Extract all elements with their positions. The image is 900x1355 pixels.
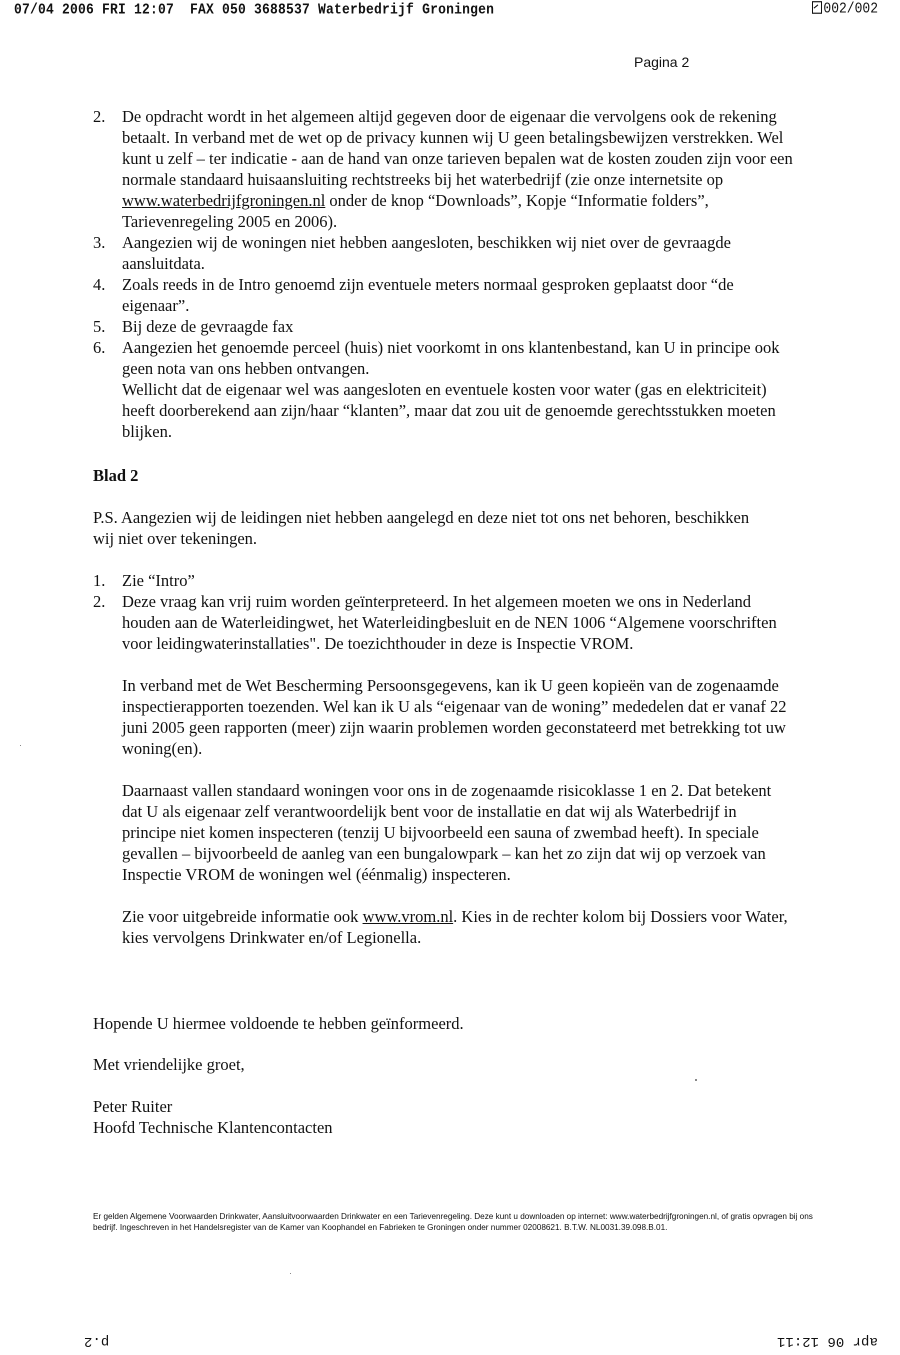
list-number: 6. <box>93 338 106 357</box>
ps-paragraph: P.S. Aangezien wij de leidingen niet hebben aangelegd en deze niet tot ons net behoren, beschikken wij niet over tekeningen. <box>93 508 750 548</box>
list-subparagraph <box>122 906 793 948</box>
section-heading: Blad 2 <box>93 466 139 485</box>
inverted-page-marker: p.2 <box>84 1333 110 1349</box>
list-text: . Kies in de rechter kolom bij Dossiers voor Water, kies vervolgens Drinkwater en/of Legionella. <box>122 907 788 947</box>
list-number: 1. <box>93 571 106 590</box>
signer-title: Hoofd Technische Klantencontacten <box>93 1118 333 1137</box>
list-number: 2. <box>93 107 106 126</box>
closing-hope-line: Hopende U hiermee voldoende te hebben geïnformeerd. <box>93 1014 464 1033</box>
scan-speck <box>20 745 21 746</box>
list-item <box>93 570 793 591</box>
list-subparagraph: In verband met de Wet Bescherming Persoonsgegevens, kan ik U geen kopieën van de zogenaamde inspectierapporten toezenden. Wel kan ik U als “eigenaar van de woning” mededelen dat er vanaf 22 juni 2005 geen rapporten (meer) zijn waarin problemen worden geconstateerd met betrekking tot uw woning(en). <box>122 676 787 758</box>
list-text-continued: Wellicht dat de eigenaar wel was aangesloten en eventuele kosten voor water (gas en elektriciteit) heeft doorberekend aan zijn/haar “klanten”, maar dat zou uit de genoemde gerechtsstukken moeten blijken. <box>122 380 776 441</box>
list-text: Zie voor uitgebreide informatie ook <box>122 907 363 926</box>
list-text: Zie “Intro” <box>122 571 195 590</box>
fax-page-icon <box>812 1 822 14</box>
list-text: Aangezien het genoemde perceel (huis) niet voorkomt in ons klantenbestand, kan U in principe ook geen nota van ons hebben ontvangen. <box>122 338 780 378</box>
list-text: Deze vraag kan vrij ruim worden geïnterpreteerd. In het algemeen moeten we ons in Nederland houden aan de Waterleidingwet, het Waterleidingbesluit en de NEN 1006 “Algemene voorschriften voor leidingwaterinstallaties". De toezichthouder in deze is Inspectie VROM. <box>122 592 777 653</box>
closing-greeting: Met vriendelijke groet, <box>93 1055 245 1074</box>
vrom-website-link[interactable]: www.vrom.nl <box>362 907 454 926</box>
list-number: 5. <box>93 317 106 336</box>
list-subparagraph: Daarnaast vallen standaard woningen voor ons in de zogenaamde risicoklasse 1 en 2. Dat betekent dat U als eigenaar zelf verantwoordelijk bent voor de installatie en dat wij als Waterbedrijf in principe niet komen inspecteren (tenzij U bijvoorbeeld een sauna of zwembad heeft). In speciale gevallen – bijvoorbeeld de aanleg van een bungalowpark – kan het zo zijn dat wij op verzoek van Inspectie VROM de woningen wel (éénmalig) inspecteren. <box>122 781 772 884</box>
signer-name: Peter Ruiter <box>93 1097 173 1116</box>
fax-header-line: 07/04 2006 FRI 12:07 FAX 050 3688537 Waterbedrijf Groningen <box>14 1 495 19</box>
list-number: 2. <box>93 592 106 611</box>
page-label: Pagina 2 <box>634 54 690 70</box>
fax-page-counter <box>812 0 878 17</box>
list-item <box>93 274 793 316</box>
list-item <box>93 591 793 948</box>
inverted-timestamp: apr 06 12:11 <box>777 1333 878 1349</box>
list-item <box>93 232 793 274</box>
list-text: Bij deze de gevraagde fax <box>122 317 294 336</box>
list-text: Aangezien wij de woningen niet hebben aangesloten, beschikken wij niet over de gevraagde aansluitdata. <box>122 233 731 273</box>
list-item <box>93 337 793 442</box>
numbered-list-part2 <box>93 570 793 948</box>
scan-speck <box>695 1079 697 1081</box>
list-item <box>93 316 793 337</box>
list-number: 3. <box>93 233 106 252</box>
list-text: De opdracht wordt in het algemeen altijd gegeven door de eigenaar die vervolgens ook de rekening betaalt. In verband met de wet op de privacy kunnen wij U geen betalingsbewijzen verstrekken. Wel kunt u zelf – ter indicatie - aan de hand van onze tarieven bepalen wat de kosten zouden zijn voor een normale standaard huisaansluiting rechtstreeks bij het waterbedrijf (zie onze internetsite op <box>122 107 793 189</box>
list-text: onder de knop “Downloads”, Kopje “Informatie folders”, Tarievenregeling 2005 en 2006). <box>122 191 709 231</box>
numbered-list-part1 <box>93 106 793 442</box>
list-item <box>93 106 793 232</box>
fax-page-counter-text: 002/002 <box>823 0 878 18</box>
scan-speck <box>290 1273 291 1274</box>
waterbedrijf-website-link[interactable]: www.waterbedrijfgroningen.nl <box>122 191 326 210</box>
list-text: Zoals reeds in de Intro genoemd zijn eventuele meters normaal gesproken geplaatst door “de eigenaar”. <box>122 275 734 315</box>
legal-footer: Er gelden Algemene Voorwaarden Drinkwater, Aansluitvoorwaarden Drinkwater en een Tarievenregeling. Deze kunt u downloaden op internet: www.waterbedrijfgroningen.nl, of gratis opvragen bij ons bedrijf. Ingeschreven in het Handelsregister van de Kamer van Koophandel en Fabrieken te Groningen onder nummer 02008621. B.T.W. NL0031.39.098.B.01. <box>93 1212 813 1232</box>
list-number: 4. <box>93 275 106 294</box>
